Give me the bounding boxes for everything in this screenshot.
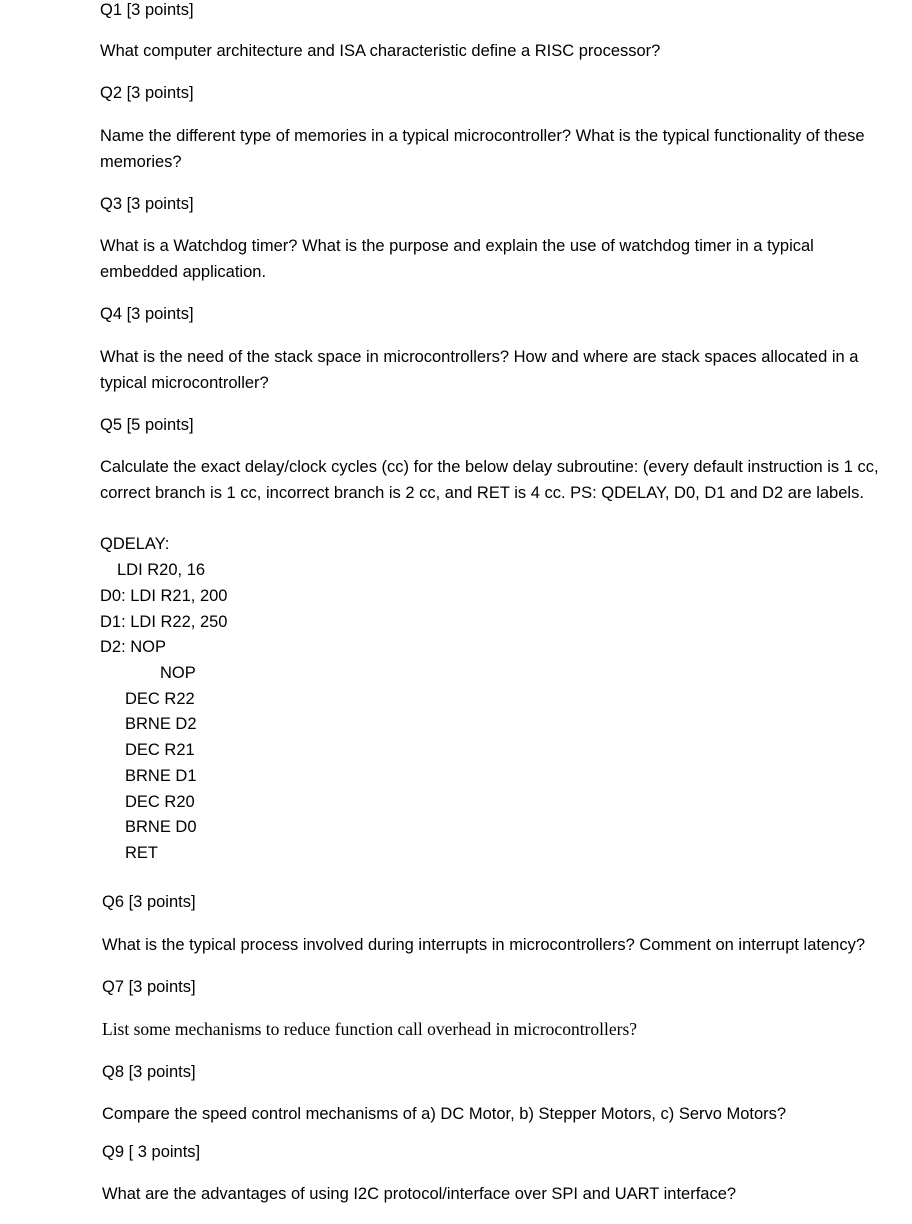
code-line: BRNE D1 <box>125 767 197 785</box>
code-line: DEC R21 <box>125 741 195 759</box>
q3-text: What is a Watchdog timer? What is the purpose and explain the use of watchdog timer in a typical embedded application. <box>100 237 814 281</box>
q8-text: Compare the speed control mechanisms of a) DC Motor, b) Stepper Motors, c) Servo Motors? <box>102 1105 787 1123</box>
q1-heading: Q1 [3 points] <box>100 1 194 19</box>
q7-heading: Q7 [3 points] <box>102 978 196 996</box>
code-label: QDELAY: <box>100 535 170 553</box>
code-line: DEC R20 <box>125 793 195 811</box>
q4-heading: Q4 [3 points] <box>100 305 194 323</box>
q4-text: What is the need of the stack space in microcontrollers? How and where are stack spaces allocated in a typical microcontroller? <box>100 348 859 392</box>
code-line: BRNE D2 <box>125 715 197 733</box>
q3-heading: Q3 [3 points] <box>100 195 194 213</box>
q2-text: Name the different type of memories in a typical microcontroller? What is the typical functionality of these memories? <box>100 127 865 171</box>
q1-text: What computer architecture and ISA characteristic define a RISC processor? <box>100 42 661 60</box>
code-line: RET <box>125 844 158 862</box>
q6-text: What is the typical process involved during interrupts in microcontrollers? Comment on interrupt latency? <box>102 936 866 954</box>
q8-heading: Q8 [3 points] <box>102 1063 196 1081</box>
code-line: LDI R20, 16 <box>117 561 206 579</box>
q7-text: List some mechanisms to reduce function call overhead in microcontrollers? <box>102 1019 638 1039</box>
code-line: DEC R22 <box>125 690 195 708</box>
code-line: BRNE D0 <box>125 818 197 836</box>
q9-heading: Q9 [ 3 points] <box>102 1143 201 1161</box>
q2-heading: Q2 [3 points] <box>100 84 194 102</box>
code-line: NOP <box>160 664 196 682</box>
q9-text: What are the advantages of using I2C protocol/interface over SPI and UART interface? <box>102 1185 737 1203</box>
code-line: D0: LDI R21, 200 <box>100 587 228 605</box>
code-line: D2: NOP <box>100 638 167 656</box>
q5-text: Calculate the exact delay/clock cycles (cc) for the below delay subroutine: (every default instruction is 1 cc, correct branch is 1 cc, incorrect branch is 2 cc, and RET is 4 cc. PS: QDELAY, D0, D1 and D2 are labels. <box>100 458 879 502</box>
code-line: D1: LDI R22, 250 <box>100 613 228 631</box>
q5-heading: Q5 [5 points] <box>100 416 194 434</box>
q6-heading: Q6 [3 points] <box>102 893 196 911</box>
